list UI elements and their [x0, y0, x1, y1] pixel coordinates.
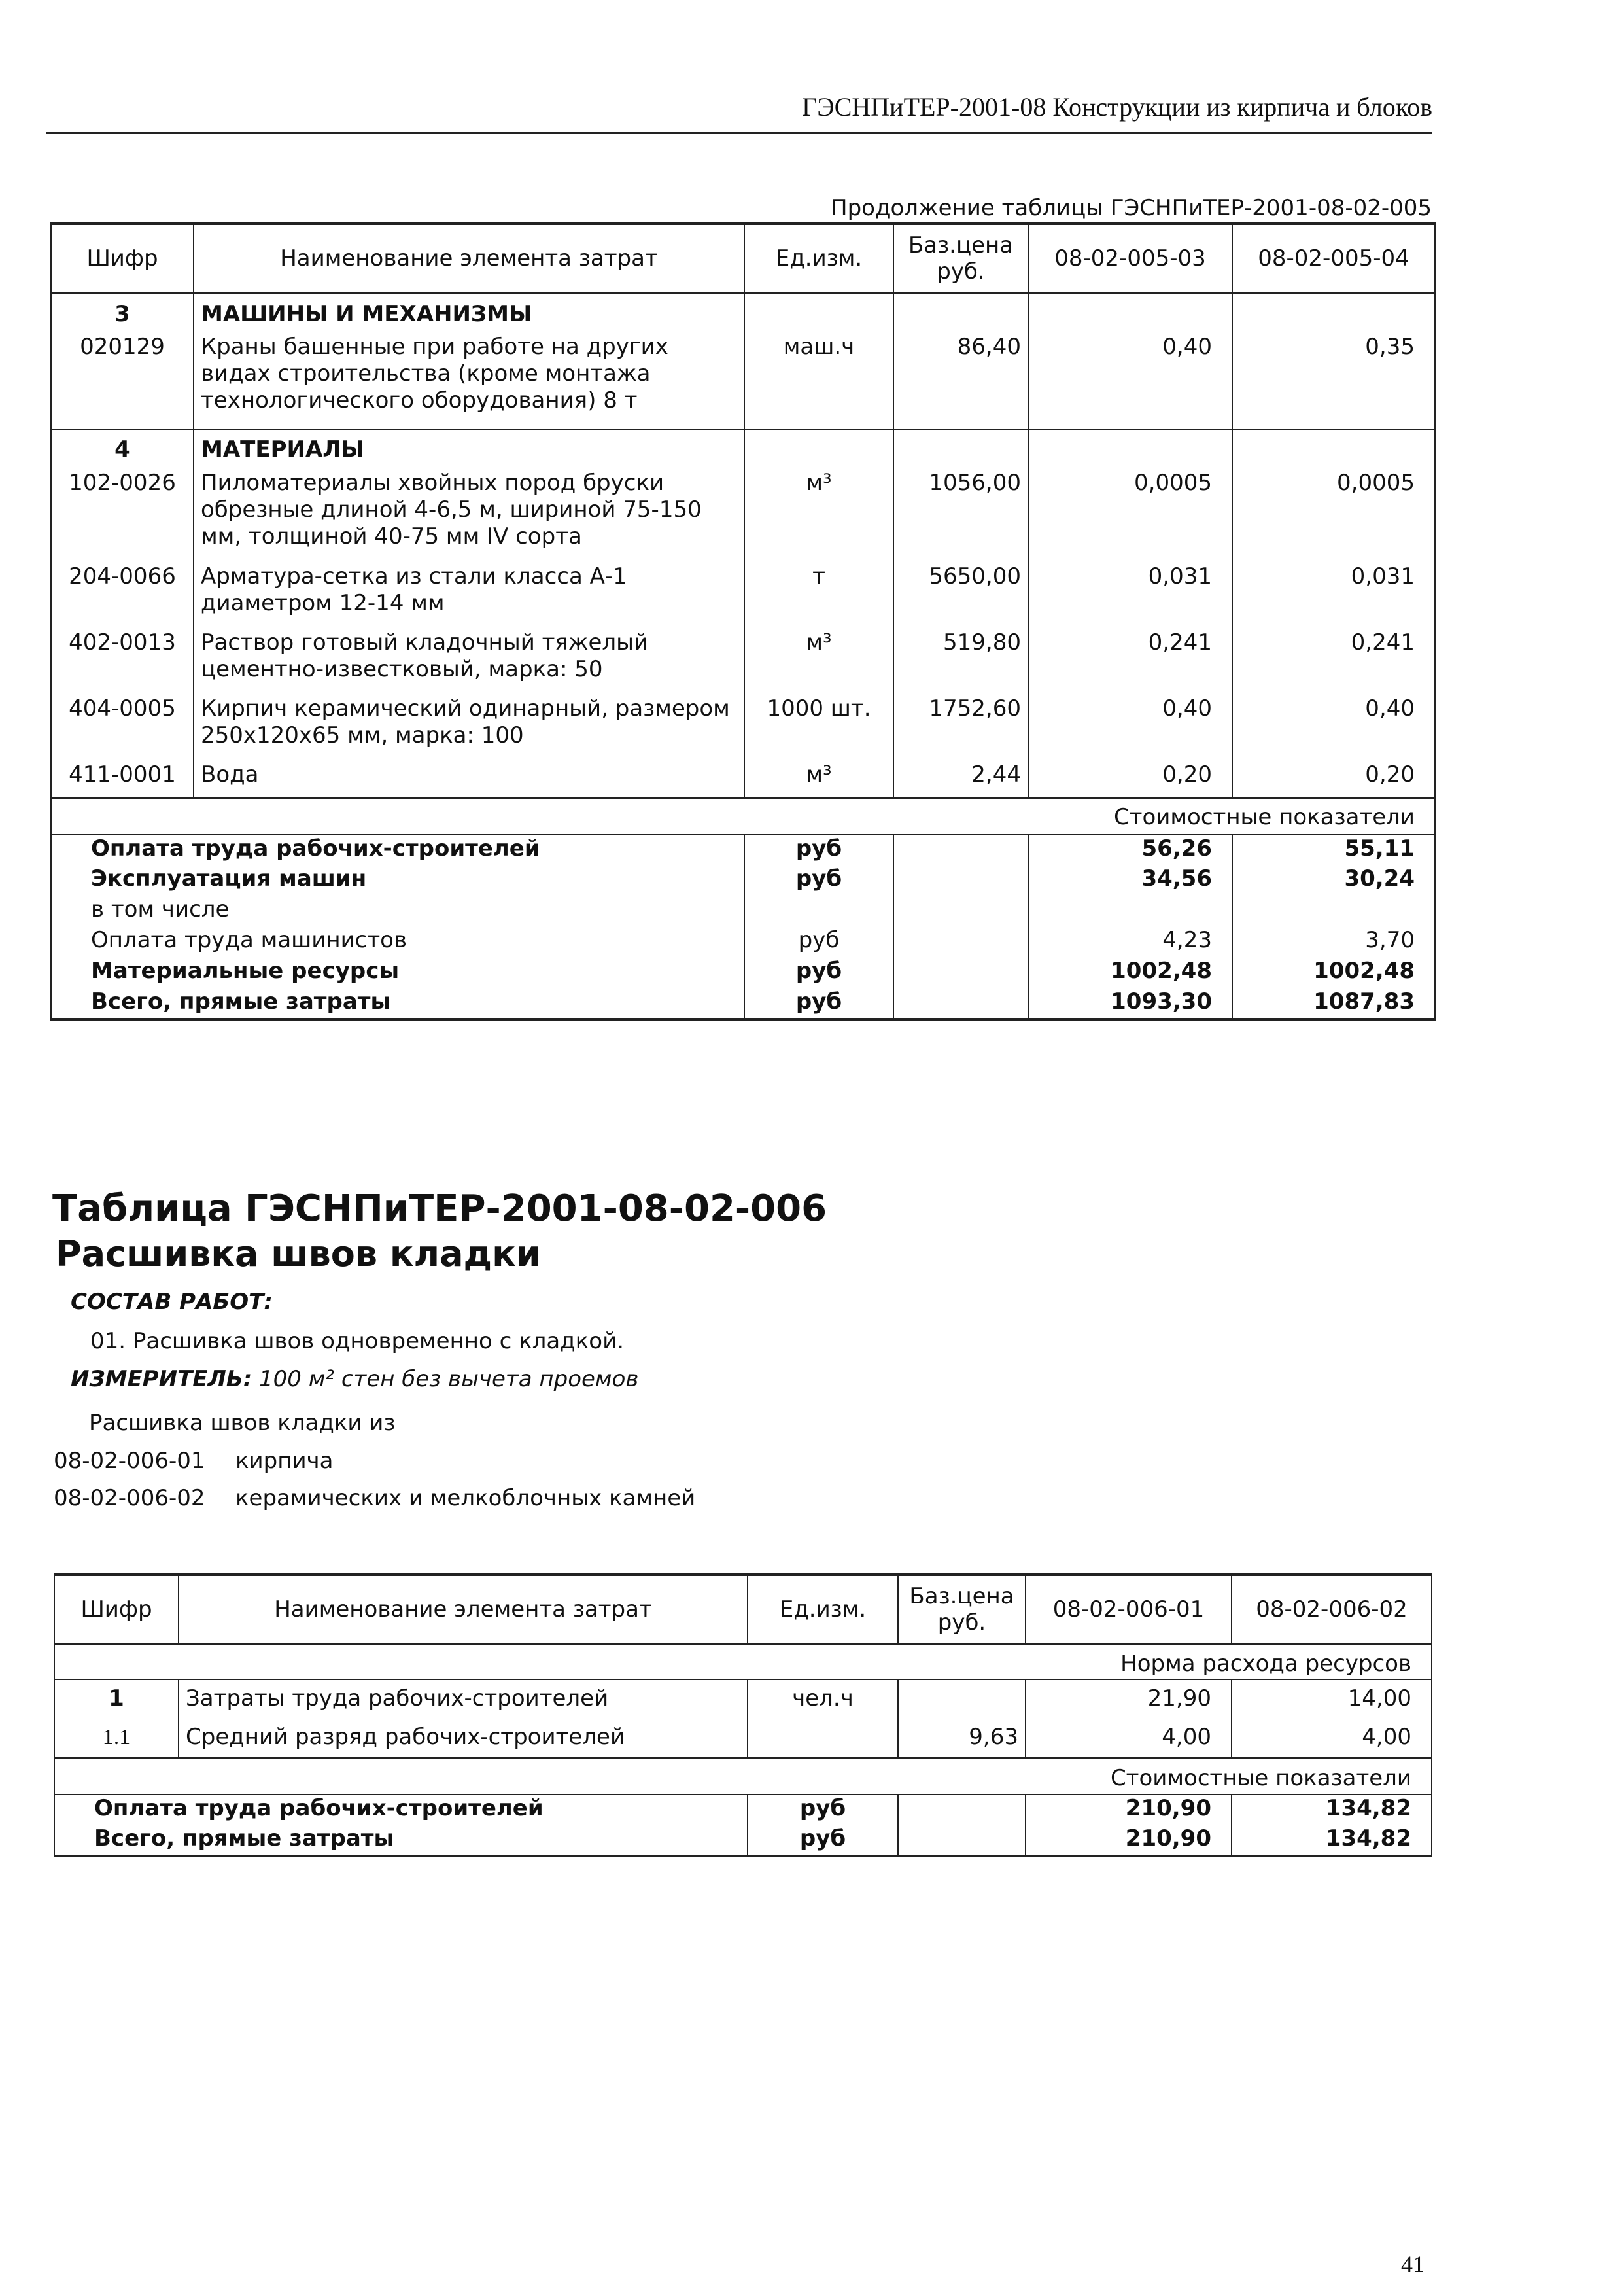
- row-code: 020129: [51, 334, 194, 429]
- col-header-unit: Ед.изм.: [748, 1575, 898, 1644]
- works-label: СОСТАВ РАБОТ:: [71, 1289, 273, 1315]
- summary-value-2: 1087,83: [1232, 989, 1435, 1019]
- summary-label: Материальные ресурсы: [51, 958, 744, 989]
- summary-label: в том числе: [51, 896, 744, 927]
- col-header-price: Баз.цена руб.: [893, 224, 1028, 293]
- row-name: Раствор готовый кладочный тяжелый цементно-известковый, марка: 50: [194, 629, 744, 695]
- row-price: 1056,00: [893, 470, 1028, 563]
- section-code: 4: [51, 429, 194, 470]
- row-value-2: 0,35: [1232, 334, 1435, 429]
- col-header-code: Шифр: [51, 224, 194, 293]
- section-row: [51, 293, 1435, 334]
- page-header: [46, 92, 1432, 134]
- summary-row: [51, 927, 1435, 958]
- summary-value-2: 1002,48: [1232, 958, 1435, 989]
- header-text: ГЭСНПиТЕР-2001-08 Конструкции из кирпича и блоков: [802, 92, 1432, 122]
- page-number: 41: [1401, 2251, 1425, 2277]
- row-price: 86,40: [893, 334, 1028, 429]
- summary-value-1: 210,90: [1026, 1795, 1232, 1825]
- variant-text: кирпича: [235, 1448, 334, 1474]
- row-price: 5650,00: [893, 563, 1028, 629]
- row-price: 9,63: [898, 1719, 1026, 1758]
- row-value-1: 0,20: [1028, 762, 1232, 798]
- row-value-1: 21,90: [1026, 1679, 1232, 1719]
- section-name: МАТЕРИАЛЫ: [194, 429, 744, 470]
- summary-unit: руб: [748, 1825, 898, 1856]
- table-row: [51, 334, 1435, 429]
- band-label: Стоимостные показатели: [51, 798, 1435, 835]
- summary-row: [51, 989, 1435, 1019]
- col-header-code: Шифр: [54, 1575, 179, 1644]
- row-value-2: 0,0005: [1232, 470, 1435, 563]
- table1-header-row: [51, 224, 1435, 293]
- table2-subtitle: Расшивка швов кладки: [56, 1233, 541, 1274]
- summary-unit: руб: [744, 927, 893, 958]
- summary-row: [51, 835, 1435, 866]
- row-value-2: 0,20: [1232, 762, 1435, 798]
- table1: [50, 222, 1436, 1021]
- variant-code: 08-02-006-02: [54, 1485, 205, 1511]
- row-value-1: 0,031: [1028, 563, 1232, 629]
- summary-value-2: 134,82: [1232, 1825, 1432, 1856]
- measure-value: 100 м² стен без вычета проемов: [259, 1366, 639, 1392]
- summary-unit: [744, 896, 893, 927]
- section-code: 3: [51, 293, 194, 334]
- row-code: 102-0026: [51, 470, 194, 563]
- row-value-2: 0,241: [1232, 629, 1435, 695]
- summary-label: Всего, прямые затраты: [54, 1825, 748, 1856]
- summary-label: Оплата труда машинистов: [51, 927, 744, 958]
- col-header-v1: 08-02-005-03: [1028, 224, 1232, 293]
- band-row: [54, 1758, 1432, 1795]
- summary-unit: руб: [748, 1795, 898, 1825]
- summary-value-2: 3,70: [1232, 927, 1435, 958]
- row-unit: 1000 шт.: [744, 695, 893, 762]
- row-value-1: 4,00: [1026, 1719, 1232, 1758]
- section-name: МАШИНЫ И МЕХАНИЗМЫ: [194, 293, 744, 334]
- row-code: 204-0066: [51, 563, 194, 629]
- row-name: Пиломатериалы хвойных пород бруски обрезные длиной 4-6,5 м, шириной 75-150 мм, толщиной 40-75 мм IV сорта: [194, 470, 744, 563]
- table2-title: Таблица ГЭСНПиТЕР-2001-08-02-006: [52, 1187, 827, 1230]
- summary-row: [54, 1825, 1432, 1856]
- row-value-1: 0,40: [1028, 334, 1232, 429]
- row-value-2: 0,40: [1232, 695, 1435, 762]
- row-unit: т: [744, 563, 893, 629]
- summary-value-2: 55,11: [1232, 835, 1435, 866]
- measure-label: ИЗМЕРИТЕЛЬ:: [71, 1366, 252, 1392]
- summary-row: [54, 1795, 1432, 1825]
- summary-unit: руб: [744, 835, 893, 866]
- summary-value-2: 134,82: [1232, 1795, 1432, 1825]
- row-name: Вода: [194, 762, 744, 798]
- row-unit: м³: [744, 762, 893, 798]
- col-header-v1: 08-02-006-01: [1026, 1575, 1232, 1644]
- summary-value-1: 1002,48: [1028, 958, 1232, 989]
- row-unit: маш.ч: [744, 334, 893, 429]
- row-name: Средний разряд рабочих-строителей: [179, 1719, 748, 1758]
- col-header-v2: 08-02-006-02: [1232, 1575, 1432, 1644]
- row-code: 402-0013: [51, 629, 194, 695]
- table-row: [54, 1679, 1432, 1719]
- col-header-name: Наименование элемента затрат: [194, 224, 744, 293]
- row-unit: [748, 1719, 898, 1758]
- row-code: 1: [54, 1679, 179, 1719]
- row-value-2: 14,00: [1232, 1679, 1432, 1719]
- summary-row: [51, 958, 1435, 989]
- table-row: [51, 629, 1435, 695]
- table2-header-row: [54, 1575, 1432, 1644]
- band-label: Стоимостные показатели: [54, 1758, 1432, 1795]
- row-price: 1752,60: [893, 695, 1028, 762]
- variant-code: 08-02-006-01: [54, 1448, 205, 1474]
- row-name: Затраты труда рабочих-строителей: [179, 1679, 748, 1719]
- row-unit: м³: [744, 629, 893, 695]
- table-row: [51, 470, 1435, 563]
- summary-row: [51, 866, 1435, 896]
- work-item: 01. Расшивка швов одновременно с кладкой.: [90, 1328, 624, 1354]
- table-row: [51, 563, 1435, 629]
- summary-value-1: 1093,30: [1028, 989, 1232, 1019]
- summary-value-2: 30,24: [1232, 866, 1435, 896]
- row-value-2: 4,00: [1232, 1719, 1432, 1758]
- row-unit: м³: [744, 470, 893, 563]
- row-value-1: 0,40: [1028, 695, 1232, 762]
- variants-intro: Расшивка швов кладки из: [89, 1410, 396, 1436]
- row-price: 519,80: [893, 629, 1028, 695]
- summary-row: [51, 896, 1435, 927]
- band-row: [51, 798, 1435, 835]
- col-header-unit: Ед.изм.: [744, 224, 893, 293]
- row-code: 1.1: [54, 1719, 179, 1758]
- col-header-price: Баз.цена руб.: [898, 1575, 1026, 1644]
- row-unit: чел.ч: [748, 1679, 898, 1719]
- row-value-2: 0,031: [1232, 563, 1435, 629]
- summary-label: Всего, прямые затраты: [51, 989, 744, 1019]
- col-header-name: Наименование элемента затрат: [179, 1575, 748, 1644]
- summary-unit: руб: [744, 989, 893, 1019]
- summary-label: Оплата труда рабочих-строителей: [54, 1795, 748, 1825]
- summary-value-1: 4,23: [1028, 927, 1232, 958]
- summary-value-1: [1028, 896, 1232, 927]
- summary-unit: руб: [744, 866, 893, 896]
- col-header-v2: 08-02-005-04: [1232, 224, 1435, 293]
- row-value-1: 0,0005: [1028, 470, 1232, 563]
- summary-value-1: 34,56: [1028, 866, 1232, 896]
- summary-value-1: 210,90: [1026, 1825, 1232, 1856]
- row-name: Кирпич керамический одинарный, размером 250х120х65 мм, марка: 100: [194, 695, 744, 762]
- row-name: Арматура-сетка из стали класса А-1 диаметром 12-14 мм: [194, 563, 744, 629]
- row-code: 404-0005: [51, 695, 194, 762]
- row-name: Краны башенные при работе на других видах строительства (кроме монтажа технологического оборудования) 8 т: [194, 334, 744, 429]
- table2: [54, 1573, 1432, 1857]
- summary-value-2: [1232, 896, 1435, 927]
- summary-label: Оплата труда рабочих-строителей: [51, 835, 744, 866]
- variant-text: керамических и мелкоблочных камней: [235, 1485, 696, 1511]
- row-code: 411-0001: [51, 762, 194, 798]
- table-row: [51, 762, 1435, 798]
- summary-value-1: 56,26: [1028, 835, 1232, 866]
- band-label: Норма расхода ресурсов: [54, 1644, 1432, 1679]
- measure-line: [71, 1366, 638, 1392]
- band-row: [54, 1644, 1432, 1679]
- summary-label: Эксплуатация машин: [51, 866, 744, 896]
- section-row: [51, 429, 1435, 470]
- summary-unit: руб: [744, 958, 893, 989]
- table-row: [51, 695, 1435, 762]
- table1-caption: Продолжение таблицы ГЭСНПиТЕР-2001-08-02-005: [831, 195, 1432, 221]
- row-price: [898, 1679, 1026, 1719]
- table-row: [54, 1719, 1432, 1758]
- row-price: 2,44: [893, 762, 1028, 798]
- row-value-1: 0,241: [1028, 629, 1232, 695]
